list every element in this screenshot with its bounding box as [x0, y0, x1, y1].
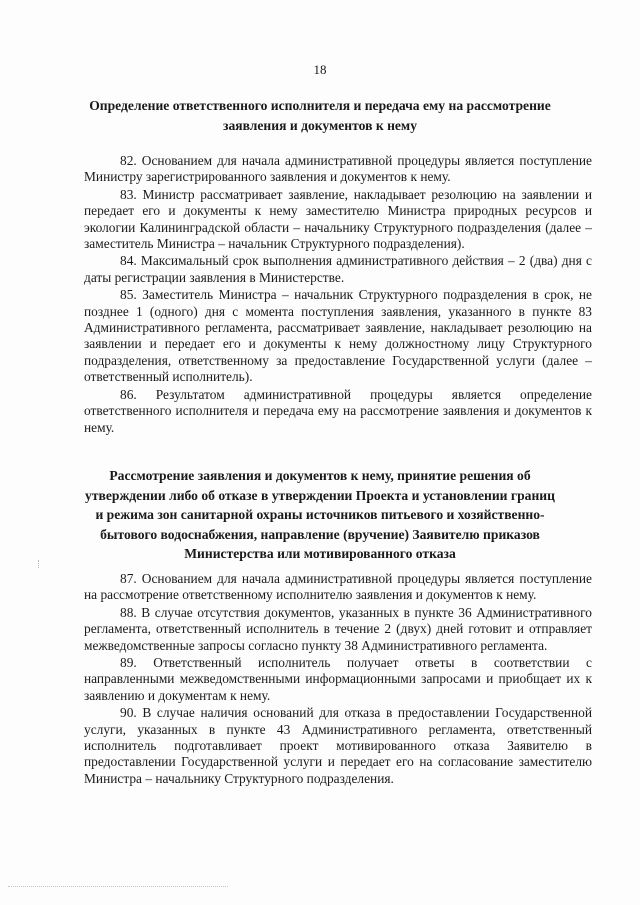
paragraph-90: 90. В случае наличия оснований для отказа в предоставлении Государственной услуги, указанных в пункте 43 Административного регламента, ответственный исполнитель подготавливает проект мотивированного отказа Заявителю в предоставлении Государственной услуги и передает его на согласование заместителю Министра – начальнику Структурного подразделения. — [84, 705, 592, 786]
section-2-heading: Рассмотрение заявления и документов к нему, принятие решения об утверждении либо об отказе в утверждении Проекта и установлении границ и режима зон санитарной охраны источников питьевого и хозяйственно-бытового водоснабжения, направление (вручение) Заявителю приказов Министерства или мотивированного отказа — [85, 468, 555, 561]
paragraph-83: 83. Министр рассматривает заявление, накладывает резолюцию на заявлении и передает его и документы к нему заместителю Министра природных ресурсов и экологии Калининградской области – начальнику Структурного подразделения (далее – заместитель Министра – начальник Структурного подразделения). — [84, 186, 592, 252]
footer-dotted-line — [8, 886, 228, 887]
paragraph-86: 86. Результатом административной процедуры является определение ответственного исполнителя и передача ему на рассмотрение заявления и документов к нему. — [84, 386, 592, 435]
margin-scan-mark — [38, 560, 45, 568]
paragraph-85: 85. Заместитель Министра – начальник Структурного подразделения в срок, не позднее 1 (одного) дня с момента поступления заявления, указанного в пункте 83 Административного регламента, рассматривает заявление, накладывает резолюцию на заявлении и передает его и документы к нему должностному лицу Структурного подразделения, ответственному за предоставление Государственной услуги (далее – ответственный исполнитель). — [84, 287, 592, 385]
paragraph-84: 84. Максимальный срок выполнения административного действия – 2 (два) дня с даты регистрации заявления в Министерстве. — [84, 253, 592, 285]
section-1-heading: Определение ответственного исполнителя и передача ему на рассмотрение заявления и документов к нему — [89, 98, 551, 133]
paragraph-87: 87. Основанием для начала административной процедуры является поступление на рассмотрение ответственному исполнителю заявления и документов к нему. — [84, 571, 592, 603]
paragraph-88: 88. В случае отсутствия документов, указанных в пункте 36 Административного регламента, ответственный исполнитель в течение 2 (двух) дней готовит и отправляет межведомственные запросы согласно пункту 38 Административного регламента. — [84, 604, 592, 653]
paragraph-89: 89. Ответственный исполнитель получает ответы в соответствии с направленными межведомственными информационными запросами и приобщает их к заявлению и документам к нему. — [84, 655, 592, 703]
section-2-body — [84, 571, 592, 788]
paragraph-82: 82. Основанием для начала административной процедуры является поступление Министру зарегистрированного заявления и документов к нему. — [84, 153, 592, 185]
page-number: 18 — [313, 62, 327, 77]
section-1-body — [84, 153, 592, 437]
